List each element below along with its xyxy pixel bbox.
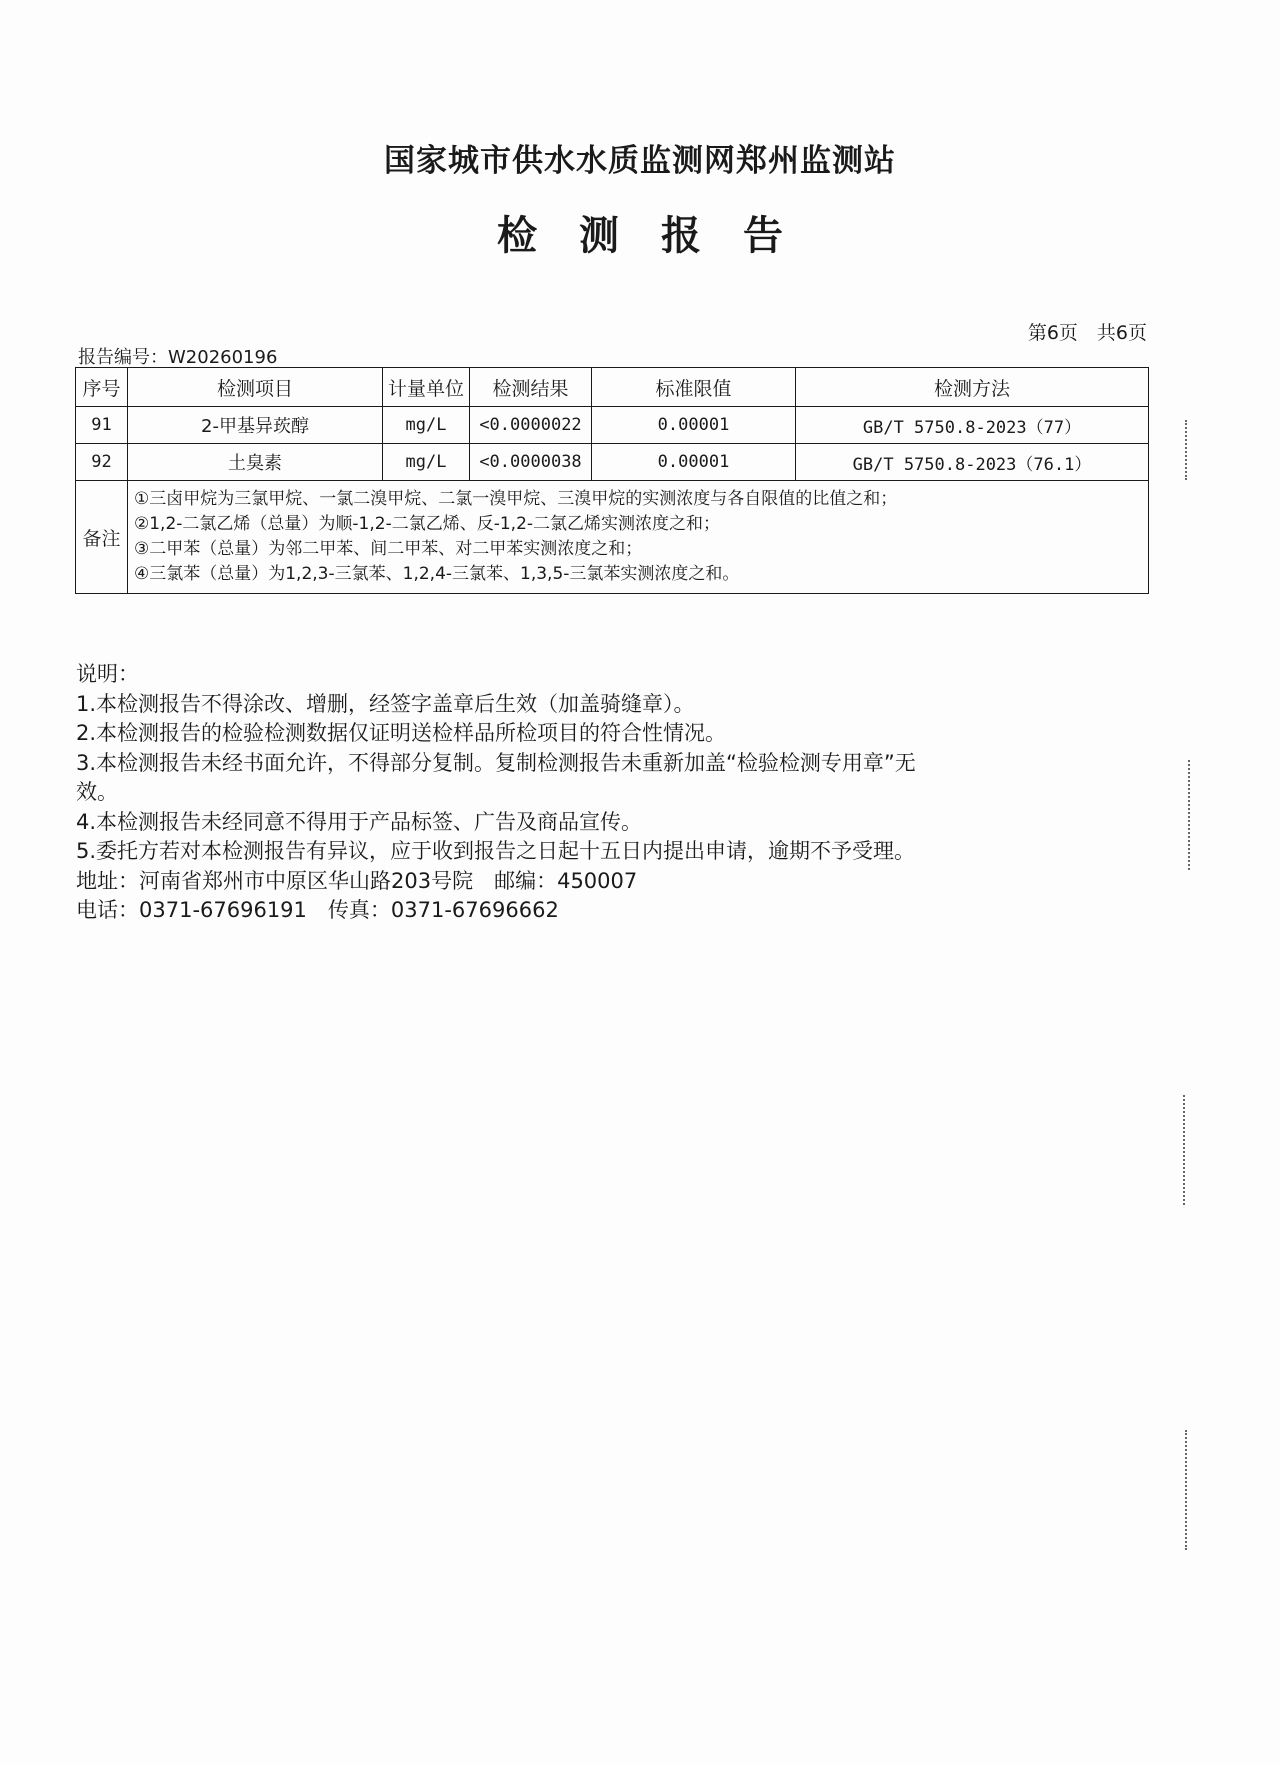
remarks-label: 备注 bbox=[76, 481, 128, 594]
cell-limit: 0.00001 bbox=[592, 444, 796, 481]
col-header-limit: 标准限值 bbox=[592, 368, 796, 407]
cell-no: 91 bbox=[76, 407, 128, 444]
results-table bbox=[75, 367, 1149, 594]
organization-title: 国家城市供水水质监测网郑州监测站 bbox=[384, 143, 896, 179]
table-row bbox=[76, 407, 1149, 444]
cell-limit: 0.00001 bbox=[592, 407, 796, 444]
remarks-body bbox=[128, 481, 1149, 594]
note-item: 4.本检测报告未经同意不得用于产品标签、广告及商品宣传。 bbox=[76, 809, 643, 834]
remark-line: ③二甲苯（总量）为邻二甲苯、间二甲苯、对二甲苯实测浓度之和； bbox=[134, 539, 643, 559]
note-item: 2.本检测报告的检验检测数据仅证明送检样品所检项目的符合性情况。 bbox=[76, 721, 727, 745]
cell-method: GB/T 5750.8-2023（77） bbox=[796, 407, 1149, 444]
margin-seal-mark bbox=[1183, 1095, 1185, 1205]
margin-seal-mark bbox=[1188, 760, 1190, 870]
cell-item: 土臭素 bbox=[128, 444, 383, 481]
note-item: 1.本检测报告不得涂改、增删，经签字盖章后生效（加盖骑缝章）。 bbox=[76, 691, 695, 716]
report-title: 检测报告 bbox=[497, 213, 825, 259]
cell-result: <0.0000022 bbox=[470, 407, 592, 444]
note-item: 效。 bbox=[76, 780, 118, 804]
address-line: 地址：河南省郑州市中原区华山路203号院 邮编：450007 bbox=[76, 868, 638, 893]
col-header-unit: 计量单位 bbox=[383, 368, 470, 407]
cell-item: 2-甲基异莰醇 bbox=[128, 407, 383, 444]
cell-no: 92 bbox=[76, 444, 128, 481]
note-item: 3.本检测报告未经书面允许，不得部分复制。复制检测报告未重新加盖“检验检测专用章”无 bbox=[76, 750, 916, 775]
margin-seal-mark bbox=[1185, 1430, 1187, 1550]
table-row bbox=[76, 444, 1149, 481]
phone-fax-line: 电话：0371-67696191 传真：0371-67696662 bbox=[76, 898, 559, 922]
remark-line: ①三卤甲烷为三氯甲烷、一氯二溴甲烷、二氯一溴甲烷、三溴甲烷的实测浓度与各自限值的比值之和； bbox=[134, 489, 898, 509]
margin-seal-mark bbox=[1185, 420, 1187, 480]
remark-line: ②1,2-二氯乙烯（总量）为顺-1,2-二氯乙烯、反-1,2-二氯乙烯实测浓度之和； bbox=[134, 514, 721, 534]
cell-result: <0.0000038 bbox=[470, 444, 592, 481]
col-header-item: 检测项目 bbox=[128, 368, 383, 407]
page-info: 第6页 共6页 bbox=[1027, 322, 1147, 344]
report-number: 报告编号：W20260196 bbox=[78, 347, 278, 368]
cell-unit: mg/L bbox=[383, 407, 470, 444]
notes-heading: 说明： bbox=[76, 662, 139, 686]
col-header-no: 序号 bbox=[76, 368, 128, 407]
table-header-row bbox=[76, 368, 1149, 407]
col-header-result: 检测结果 bbox=[470, 368, 592, 407]
col-header-method: 检测方法 bbox=[796, 368, 1149, 407]
notes-section bbox=[76, 660, 1136, 926]
remark-line: ④三氯苯（总量）为1,2,3-三氯苯、1,2,4-三氯苯、1,3,5-三氯苯实测浓度之和。 bbox=[134, 564, 740, 584]
cell-method: GB/T 5750.8-2023（76.1） bbox=[796, 444, 1149, 481]
note-item: 5.委托方若对本检测报告有异议，应于收到报告之日起十五日内提出申请，逾期不予受理。 bbox=[76, 839, 916, 863]
remarks-row bbox=[76, 481, 1149, 594]
cell-unit: mg/L bbox=[383, 444, 470, 481]
